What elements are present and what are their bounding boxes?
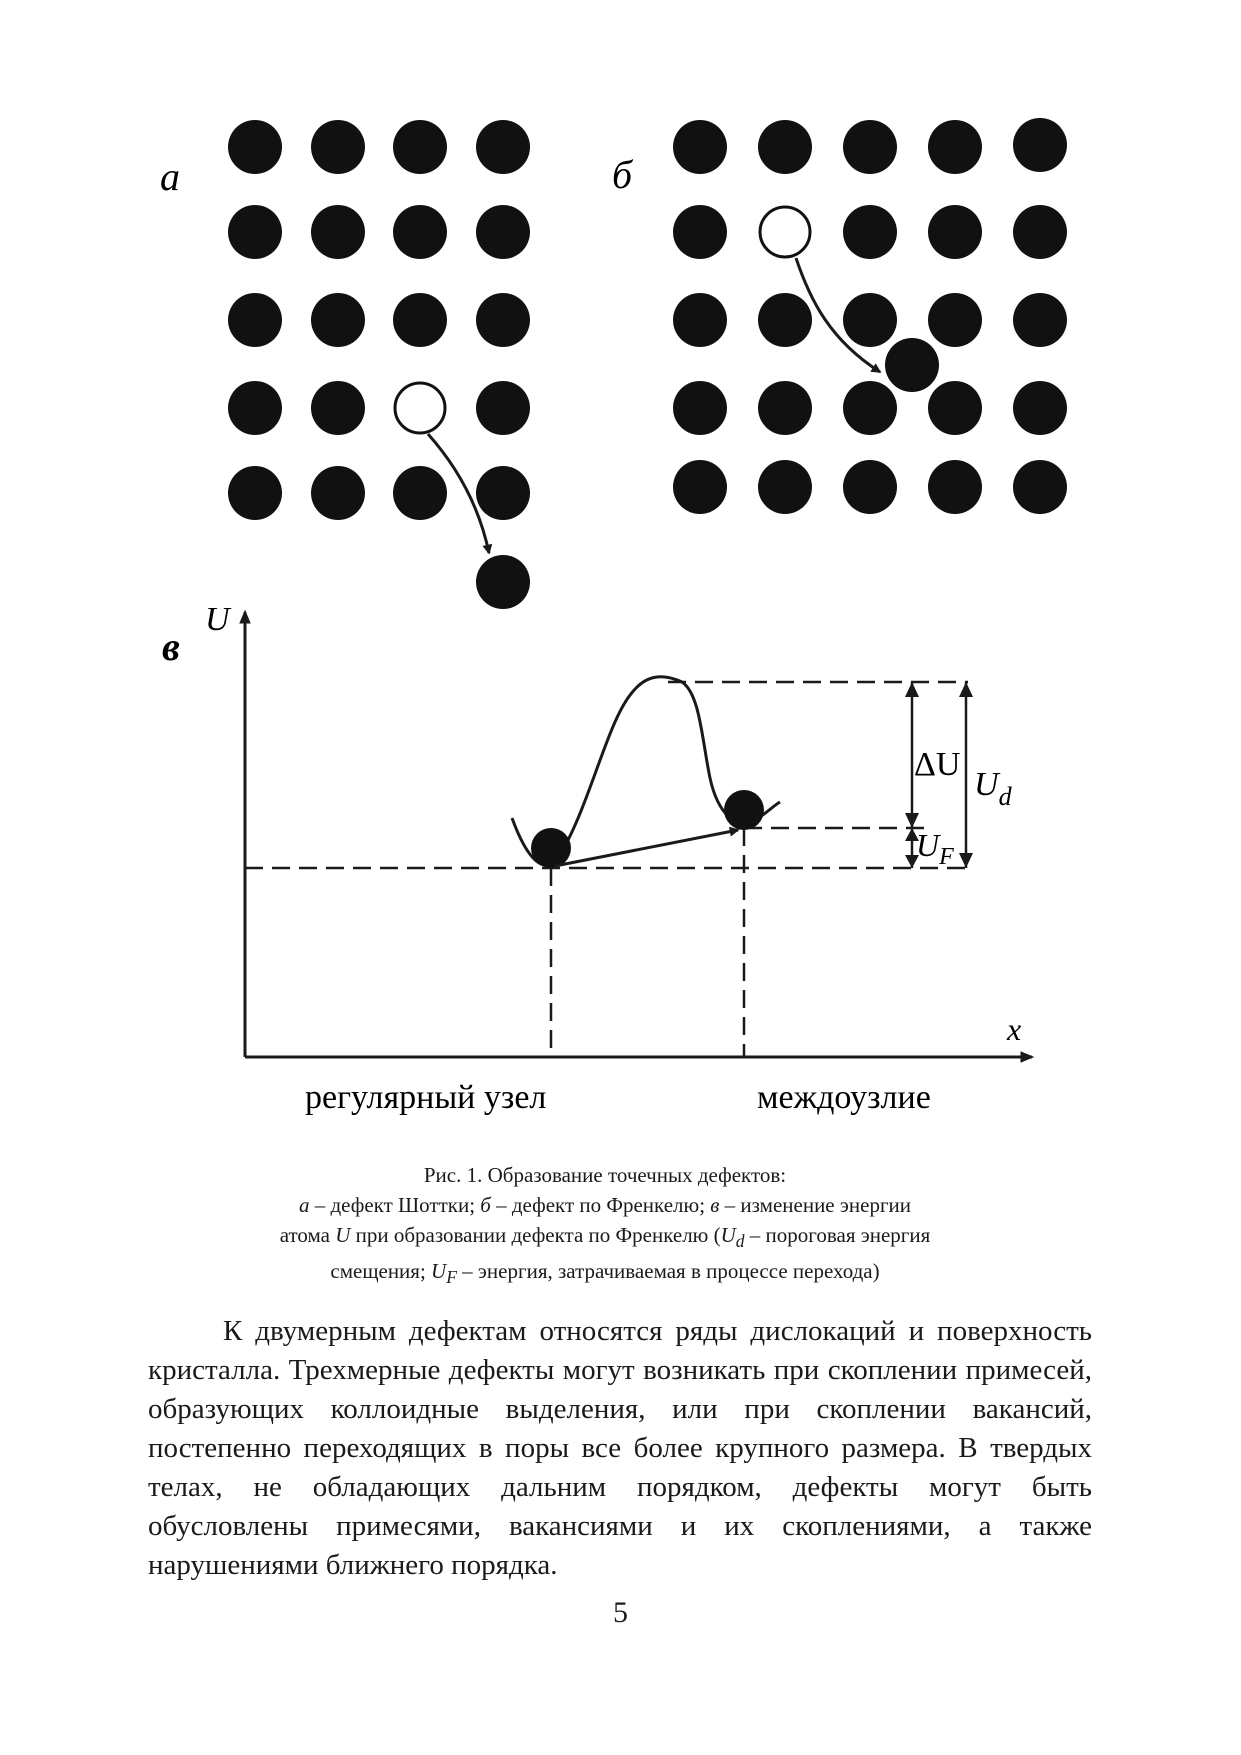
atom [673,460,727,514]
transition-arrow [555,830,738,866]
caption-line3-pre: атома [279,1223,336,1247]
page-number: 5 [613,1596,628,1629]
ud-label: $U_d$ [974,766,1012,811]
displaced-atom [476,555,530,609]
caption-c-text: – изменение энергии [719,1193,912,1217]
caption-line3-mid: при образовании дефекта по Френкелю ( [350,1223,721,1247]
atom [758,460,812,514]
uf-label: $U_F$ [916,827,954,870]
caption-line3-u: U [335,1223,351,1247]
atom [843,293,897,347]
atom-regular-site [531,828,571,868]
atom [311,293,365,347]
caption-a-letter: а [298,1193,310,1217]
atom [673,205,727,259]
atom [928,120,982,174]
atom [843,205,897,259]
body-paragraph: К двумерным дефектам относятся ряды дислокаций и поверхность кристалла. Трехмерные дефекты могут возникать при скоплении примесей, образующих коллоидные выделения, или при скоплении вакансий, постепенно переходящих в поры все более крупного размера. В твердых телах, не обладающих дальним порядком, дефекты могут быть обусловлены примесями, вакансиями и их скоплениями, а также нарушениями ближнего порядка. [148,1315,1092,1581]
axis-x-label: x [1007,1011,1022,1047]
atom [1013,460,1067,514]
delta-u-label: ΔU [914,746,961,783]
atom [393,120,447,174]
ud-arrow-bottom [959,853,973,868]
atom [843,460,897,514]
atom [928,460,982,514]
caption-line4-uf-sub: F [446,1267,457,1288]
ud-arrow-top [959,682,973,697]
caption-line3-ud-sub: d [735,1231,745,1252]
atom [1013,293,1067,347]
atom [1013,118,1067,172]
atom [476,205,530,259]
atom [476,293,530,347]
atom [758,120,812,174]
caption-a-text: – дефект Шоттки; [309,1193,481,1217]
vacancy [760,207,810,257]
atom [476,466,530,520]
atom [928,205,982,259]
vacancy [395,383,445,433]
atom [928,293,982,347]
atom [311,120,365,174]
atom-interstitial [724,790,764,830]
atom [928,381,982,435]
panel-a-label: а [160,154,180,199]
atom [843,381,897,435]
atom [393,293,447,347]
axis-y-label: U [205,601,230,638]
lattice-schottky [228,120,530,609]
caption-line3-post: – пороговая энергия [744,1223,931,1247]
atom [673,293,727,347]
atom [228,205,282,259]
atom [673,381,727,435]
figure-caption [230,1160,980,1292]
delta-u-arrow-top [905,682,919,697]
atom [1013,205,1067,259]
caption-line-2 [230,1190,980,1220]
caption-line-1: Рис. 1. Образование точечных дефектов: [423,1163,787,1187]
atom [228,381,282,435]
atom [476,381,530,435]
atom [228,466,282,520]
x-label-interstitial: междоузлие [757,1079,931,1116]
caption-line4-post: – энергия, затрачиваемая в процессе перехода) [456,1259,880,1284]
caption-line-3 [230,1220,980,1256]
atom [311,205,365,259]
atom [758,381,812,435]
atom [393,466,447,520]
atom [228,293,282,347]
caption-line-4 [230,1256,980,1292]
energy-diagram [162,601,1032,1116]
atom [393,205,447,259]
caption-b-letter: б [480,1193,491,1217]
caption-line4-uf: U [431,1259,447,1284]
caption-c-letter: в [710,1193,720,1217]
atom [476,120,530,174]
atom [228,120,282,174]
atom [758,293,812,347]
atom [673,120,727,174]
atom [311,466,365,520]
caption-line4-pre: смещения; [330,1259,432,1284]
atom [1013,381,1067,435]
x-label-regular-site: регулярный узел [305,1079,547,1116]
caption-b-text: – дефект по Френкелю; [490,1193,711,1217]
atom [843,120,897,174]
panel-b-label: б [612,152,633,197]
caption-line3-ud: U [720,1223,736,1247]
atom [311,381,365,435]
interstitial-atom [885,338,939,392]
delta-u-arrow-bottom [905,813,919,828]
body-text [148,1312,1092,1585]
panel-c-label: в [162,624,180,669]
lattice-frenkel [673,118,1067,514]
